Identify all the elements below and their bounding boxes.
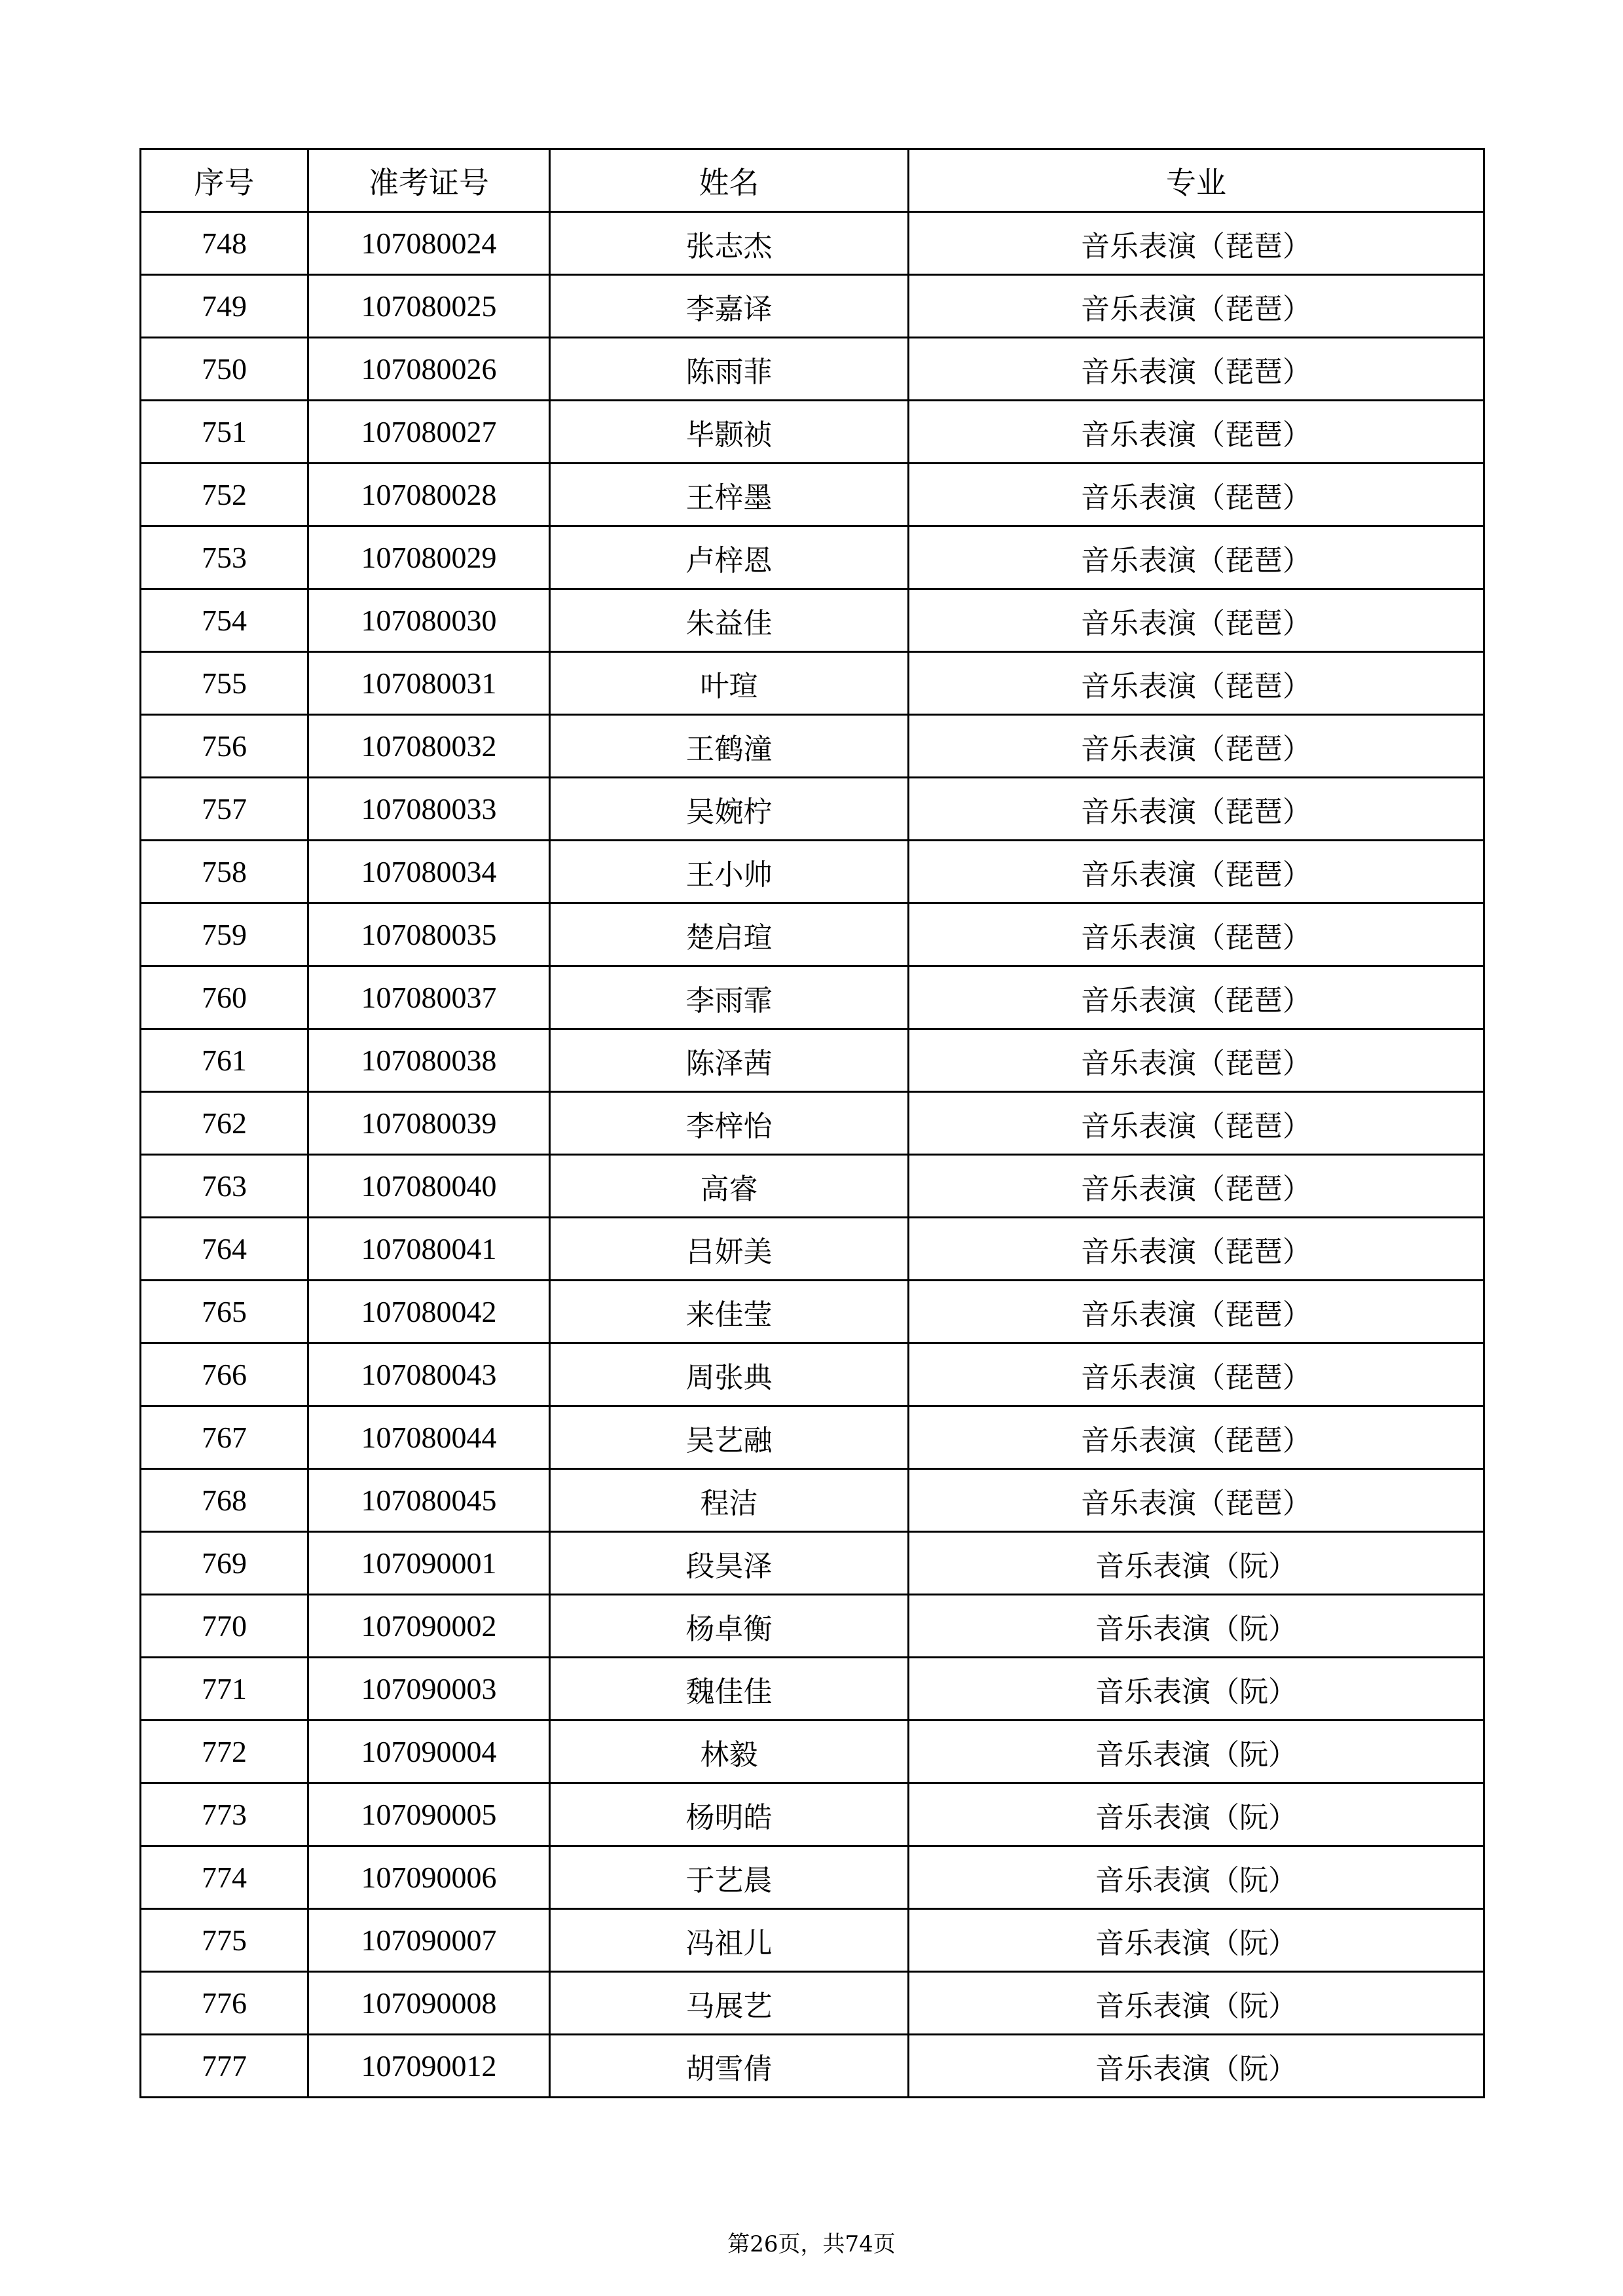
- cell-serial-number: 772: [141, 1721, 308, 1783]
- cell-name: 李雨霏: [550, 966, 909, 1029]
- cell-major: 音乐表演（琵琶）: [909, 212, 1484, 275]
- cell-exam-id: 107080043: [308, 1343, 550, 1406]
- cell-serial-number: 764: [141, 1218, 308, 1281]
- table-row: [141, 526, 1484, 589]
- table-row: [141, 1029, 1484, 1092]
- cell-name: 陈雨菲: [550, 338, 909, 401]
- cell-major: 音乐表演（琵琶）: [909, 966, 1484, 1029]
- cell-serial-number: 757: [141, 778, 308, 841]
- cell-exam-id: 107080035: [308, 903, 550, 966]
- footer-prefix: 第: [727, 2231, 750, 2257]
- cell-serial-number: 775: [141, 1909, 308, 1972]
- table-row: [141, 1406, 1484, 1469]
- cell-name: 冯祖儿: [550, 1909, 909, 1972]
- cell-serial-number: 767: [141, 1406, 308, 1469]
- cell-exam-id: 107080025: [308, 275, 550, 338]
- table-row: [141, 1532, 1484, 1595]
- cell-major: 音乐表演（琵琶）: [909, 1281, 1484, 1343]
- cell-name: 王梓墨: [550, 464, 909, 526]
- header-name: 姓名: [550, 149, 909, 212]
- cell-serial-number: 755: [141, 652, 308, 715]
- cell-name: 卢梓恩: [550, 526, 909, 589]
- cell-serial-number: 753: [141, 526, 308, 589]
- cell-exam-id: 107090003: [308, 1658, 550, 1721]
- table-row: [141, 1909, 1484, 1972]
- cell-exam-id: 107080028: [308, 464, 550, 526]
- cell-serial-number: 761: [141, 1029, 308, 1092]
- cell-major: 音乐表演（阮）: [909, 1972, 1484, 2035]
- cell-name: 王小帅: [550, 841, 909, 903]
- cell-name: 胡雪倩: [550, 2035, 909, 2098]
- cell-exam-id: 107080039: [308, 1092, 550, 1155]
- cell-major: 音乐表演（琵琶）: [909, 338, 1484, 401]
- cell-serial-number: 751: [141, 401, 308, 464]
- cell-exam-id: 107080024: [308, 212, 550, 275]
- cell-major: 音乐表演（琵琶）: [909, 1218, 1484, 1281]
- table-row: [141, 715, 1484, 778]
- cell-major: 音乐表演（阮）: [909, 1658, 1484, 1721]
- cell-major: 音乐表演（阮）: [909, 1595, 1484, 1658]
- cell-name: 马展艺: [550, 1972, 909, 2035]
- footer-suffix: 页: [873, 2231, 896, 2257]
- table-row: [141, 1658, 1484, 1721]
- cell-name: 杨明皓: [550, 1783, 909, 1846]
- cell-exam-id: 107080032: [308, 715, 550, 778]
- cell-serial-number: 768: [141, 1469, 308, 1532]
- cell-exam-id: 107080041: [308, 1218, 550, 1281]
- cell-exam-id: 107090008: [308, 1972, 550, 2035]
- cell-major: 音乐表演（琵琶）: [909, 841, 1484, 903]
- cell-major: 音乐表演（琵琶）: [909, 526, 1484, 589]
- cell-name: 李嘉译: [550, 275, 909, 338]
- cell-major: 音乐表演（琵琶）: [909, 778, 1484, 841]
- table-row: [141, 1783, 1484, 1846]
- cell-major: 音乐表演（琵琶）: [909, 715, 1484, 778]
- cell-exam-id: 107080040: [308, 1155, 550, 1218]
- table-row: [141, 1721, 1484, 1783]
- cell-major: 音乐表演（阮）: [909, 1532, 1484, 1595]
- cell-exam-id: 107080045: [308, 1469, 550, 1532]
- table-row: [141, 1595, 1484, 1658]
- cell-name: 吴婉柠: [550, 778, 909, 841]
- cell-exam-id: 107080038: [308, 1029, 550, 1092]
- table-row: [141, 778, 1484, 841]
- cell-serial-number: 759: [141, 903, 308, 966]
- cell-exam-id: 107080044: [308, 1406, 550, 1469]
- cell-serial-number: 754: [141, 589, 308, 652]
- table-row: [141, 1469, 1484, 1532]
- cell-exam-id: 107080037: [308, 966, 550, 1029]
- cell-serial-number: 748: [141, 212, 308, 275]
- cell-major: 音乐表演（阮）: [909, 1721, 1484, 1783]
- table-row: [141, 401, 1484, 464]
- cell-major: 音乐表演（阮）: [909, 1909, 1484, 1972]
- cell-name: 段昊泽: [550, 1532, 909, 1595]
- cell-major: 音乐表演（琵琶）: [909, 1469, 1484, 1532]
- cell-exam-id: 107090005: [308, 1783, 550, 1846]
- cell-name: 陈泽茜: [550, 1029, 909, 1092]
- cell-serial-number: 771: [141, 1658, 308, 1721]
- cell-major: 音乐表演（琵琶）: [909, 589, 1484, 652]
- cell-serial-number: 777: [141, 2035, 308, 2098]
- cell-name: 吕妍美: [550, 1218, 909, 1281]
- cell-name: 周张典: [550, 1343, 909, 1406]
- cell-serial-number: 762: [141, 1092, 308, 1155]
- cell-exam-id: 107090012: [308, 2035, 550, 2098]
- table-row: [141, 2035, 1484, 2098]
- cell-name: 毕颢祯: [550, 401, 909, 464]
- cell-name: 高睿: [550, 1155, 909, 1218]
- table-row: [141, 1846, 1484, 1909]
- cell-serial-number: 763: [141, 1155, 308, 1218]
- table-body: [141, 212, 1484, 2098]
- cell-exam-id: 107080033: [308, 778, 550, 841]
- cell-serial-number: 765: [141, 1281, 308, 1343]
- cell-name: 张志杰: [550, 212, 909, 275]
- table-row: [141, 1281, 1484, 1343]
- table-row: [141, 1155, 1484, 1218]
- cell-serial-number: 776: [141, 1972, 308, 2035]
- cell-serial-number: 773: [141, 1783, 308, 1846]
- table-row: [141, 652, 1484, 715]
- cell-name: 朱益佳: [550, 589, 909, 652]
- cell-major: 音乐表演（阮）: [909, 2035, 1484, 2098]
- footer-total-pages: 74: [845, 2231, 873, 2257]
- cell-major: 音乐表演（阮）: [909, 1846, 1484, 1909]
- table-row: [141, 1343, 1484, 1406]
- table-row: [141, 589, 1484, 652]
- table-row: [141, 903, 1484, 966]
- table-row: [141, 212, 1484, 275]
- cell-major: 音乐表演（琵琶）: [909, 1406, 1484, 1469]
- cell-exam-id: 107080030: [308, 589, 550, 652]
- cell-exam-id: 107090007: [308, 1909, 550, 1972]
- cell-serial-number: 749: [141, 275, 308, 338]
- cell-major: 音乐表演（琵琶）: [909, 464, 1484, 526]
- cell-exam-id: 107080034: [308, 841, 550, 903]
- cell-major: 音乐表演（琵琶）: [909, 652, 1484, 715]
- cell-name: 王鹤潼: [550, 715, 909, 778]
- cell-exam-id: 107090004: [308, 1721, 550, 1783]
- cell-serial-number: 758: [141, 841, 308, 903]
- cell-serial-number: 760: [141, 966, 308, 1029]
- table-row: [141, 464, 1484, 526]
- cell-major: 音乐表演（琵琶）: [909, 1092, 1484, 1155]
- table-row: [141, 1218, 1484, 1281]
- cell-exam-id: 107080042: [308, 1281, 550, 1343]
- cell-name: 魏佳佳: [550, 1658, 909, 1721]
- cell-major: 音乐表演（琵琶）: [909, 1343, 1484, 1406]
- cell-exam-id: 107090002: [308, 1595, 550, 1658]
- cell-name: 叶瑄: [550, 652, 909, 715]
- page-footer: [0, 2226, 1623, 2258]
- cell-exam-id: 107080027: [308, 401, 550, 464]
- cell-name: 吴艺融: [550, 1406, 909, 1469]
- cell-major: 音乐表演（琵琶）: [909, 903, 1484, 966]
- cell-serial-number: 769: [141, 1532, 308, 1595]
- table-row: [141, 275, 1484, 338]
- cell-major: 音乐表演（阮）: [909, 1783, 1484, 1846]
- cell-exam-id: 107080029: [308, 526, 550, 589]
- cell-exam-id: 107090006: [308, 1846, 550, 1909]
- cell-exam-id: 107090001: [308, 1532, 550, 1595]
- cell-major: 音乐表演（琵琶）: [909, 275, 1484, 338]
- table-row: [141, 841, 1484, 903]
- cell-name: 程洁: [550, 1469, 909, 1532]
- cell-name: 李梓怡: [550, 1092, 909, 1155]
- cell-serial-number: 770: [141, 1595, 308, 1658]
- header-serial-number: 序号: [141, 149, 308, 212]
- cell-major: 音乐表演（琵琶）: [909, 401, 1484, 464]
- cell-serial-number: 752: [141, 464, 308, 526]
- admission-table: [139, 148, 1485, 2098]
- cell-name: 林毅: [550, 1721, 909, 1783]
- header-major: 专业: [909, 149, 1484, 212]
- cell-name: 杨卓衡: [550, 1595, 909, 1658]
- cell-exam-id: 107080026: [308, 338, 550, 401]
- table-row: [141, 966, 1484, 1029]
- cell-major: 音乐表演（琵琶）: [909, 1029, 1484, 1092]
- table-row: [141, 1972, 1484, 2035]
- cell-name: 来佳莹: [550, 1281, 909, 1343]
- cell-major: 音乐表演（琵琶）: [909, 1155, 1484, 1218]
- header-exam-id: 准考证号: [308, 149, 550, 212]
- cell-name: 于艺晨: [550, 1846, 909, 1909]
- footer-current-page: 26: [750, 2231, 778, 2257]
- cell-name: 楚启瑄: [550, 903, 909, 966]
- table-header-row: [141, 149, 1484, 212]
- table-row: [141, 1092, 1484, 1155]
- footer-middle: 页，共: [778, 2231, 845, 2257]
- cell-exam-id: 107080031: [308, 652, 550, 715]
- cell-serial-number: 766: [141, 1343, 308, 1406]
- table-row: [141, 338, 1484, 401]
- cell-serial-number: 774: [141, 1846, 308, 1909]
- cell-serial-number: 756: [141, 715, 308, 778]
- cell-serial-number: 750: [141, 338, 308, 401]
